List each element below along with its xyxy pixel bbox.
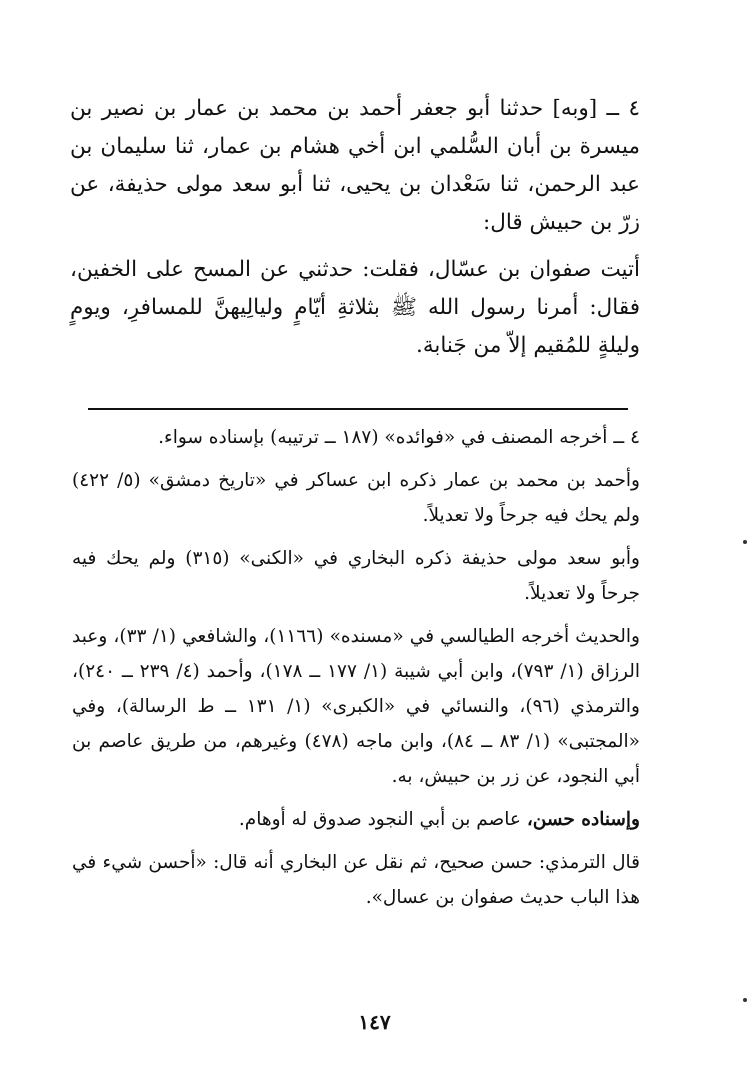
footnote-narrator-ahmad: وأحمد بن محمد بن عمار ذكره ابن عساكر في «تاريخ دمشق» (٥/ ٤٢٢) ولم يحك فيه جرحاً ولا تعديلاً.: [72, 470, 640, 526]
isnad-grade-text: عاصم بن أبي النجود صدوق له أوهام.: [238, 809, 527, 830]
footnote-narrator-abu-sad: وأبو سعد مولى حذيفة ذكره البخاري في «الكنى» (٣١٥) ولم يحك فيه جرحاً ولا تعديلاً.: [72, 548, 640, 604]
footnote-isnad-grade: [72, 802, 640, 837]
scan-mark: [743, 540, 747, 544]
footnote-takhrij: ٤ ــ أخرجه المصنف في «فوائده» (١٨٧ ــ ترتيبه) بإسناده سواء.: [158, 427, 640, 448]
footnote-hadith-sources: والحديث أخرجه الطيالسي في «مسنده» (١١٦٦)، والشافعي (١/ ٣٣)، وعبد الرزاق (١/ ٧٩٣)، وابن أبي شيبة (١/ ١٧٧ ــ ١٧٨)، وأحمد (٤/ ٢٣٩ ــ ٢٤٠)، والترمذي (٩٦)، والنسائي في «الكبرى» (١/ ١٣١ ــ ط الرسالة)، وفي «المجتبى» (١/ ٨٣ ــ ٨٤)، وابن ماجه (٤٧٨) وغيرهم، من طريق عاصم بن أبي النجود، عن زر بن حبيش، به.: [72, 626, 641, 787]
main-text: [70, 90, 640, 365]
footnote-tirmidhi: قال الترمذي: حسن صحيح، ثم نقل عن البخاري أنه قال: «أحسن شيء في هذا الباب حديث صفوان بن عسال».: [72, 852, 640, 908]
isnad-grade-label: وإسناده حسن،: [526, 809, 640, 830]
hadith-isnad-paragraph: ٤ ــ [وبه] حدثنا أبو جعفر أحمد بن محمد بن عمار بن نصير بن ميسرة بن أبان السُّلمي ابن أخي هشام بن عمار، ثنا سليمان بن عبد الرحمن، ثنا سَعْدان بن يحيى، ثنا أبو سعد مولى حذيفة، عن زرّ بن حبيش قال:: [70, 96, 640, 235]
hadith-matn-paragraph: أتيت صفوان بن عسّال، فقلت: حدثني عن المسح على الخفين، فقال: أمرنا رسول الله ﷺ بثلاثةِ أيّامٍ وليالِيهنَّ للمسافرِ، ويومٍ وليلةٍ للمُقيم إلاّ من جَنابة.: [70, 257, 640, 358]
scan-mark: [743, 998, 747, 1002]
page-number: ١٤٧: [358, 1010, 391, 1034]
footnote-separator: [88, 408, 628, 410]
footnotes: [72, 420, 640, 915]
